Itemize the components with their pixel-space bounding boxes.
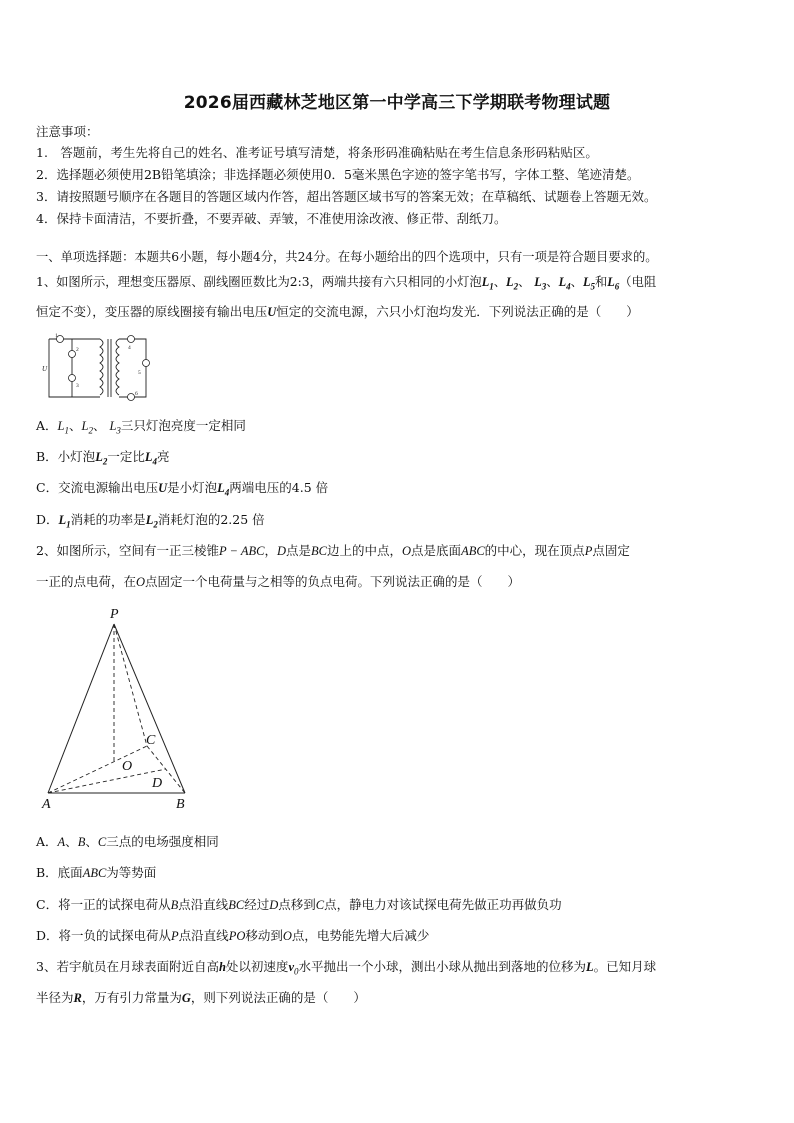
q2-option-b[interactable]: B．底面ABC为等势面 — [36, 865, 157, 880]
lamp-2-icon — [69, 351, 76, 358]
q2-option-d[interactable]: D．将一负的试探电荷从P点沿直线PO移动到O点，电势能先增大后减少 — [36, 928, 430, 943]
svg-text:O: O — [122, 759, 133, 774]
svg-text:2: 2 — [76, 347, 79, 353]
q3-stem-line1: 3、若宇航员在月球表面附近自高h处以初速度$v_0$水平抛出一个小球，测出小球从抛出到落地的位移为L。已知月球 — [36, 959, 657, 977]
q1-stem-line1: 1、如图所示，理想变压器原、副线圈匝数比为2:3，两端共接有六只相同的小灯泡$L_1$、$L_2$、 $L_3$、$L_4$、$L_5$和$L_6$（电阻 — [36, 275, 657, 292]
svg-text:6: 6 — [135, 391, 138, 397]
edge-pc — [114, 624, 147, 746]
q2-pyramid-figure — [38, 602, 198, 812]
svg-text:5: 5 — [138, 370, 141, 376]
notice-item-4: 4．保持卡面清洁，不要折叠，不要弄破、弄皱，不准使用涂改液、修正带、刮纸刀。 — [36, 211, 507, 226]
q3-stem-line2: 半径为R，万有引力常量为G，则下列说法正确的是（ ） — [36, 990, 366, 1005]
lamp-3-icon — [69, 375, 76, 382]
svg-text:D: D — [152, 776, 163, 791]
svg-text:4: 4 — [128, 345, 131, 351]
page-title: 2026届西藏林芝地区第一中学高三下学期联考物理试题 — [183, 93, 611, 113]
q2-option-a[interactable]: A．A、B、C三点的电场强度相同 — [36, 834, 219, 849]
svg-text:U: U — [42, 365, 48, 373]
edge-pa — [48, 624, 114, 793]
notice-item-3: 3．请按照题号顺序在各题目的答题区域内作答，超出答题区域书写的答案无效；在草稿纸、试题卷上答题无效。 — [36, 189, 657, 204]
svg-text:C: C — [146, 733, 156, 748]
svg-text:A: A — [42, 797, 51, 812]
lamp-4-icon — [128, 336, 135, 343]
q1-option-a[interactable]: A．$L_1$、$L_2$、 $L_3$三只灯泡亮度一定相同 — [36, 418, 246, 436]
svg-text:B: B — [176, 797, 185, 812]
q1-option-b[interactable]: B．小灯泡$L_2$一定比$L_4$亮 — [36, 449, 170, 467]
section-heading: 一、单项选择题：本题共6小题，每小题4分，共24分。在每小题给出的四个选项中，只有一项是符合题目要求的。 — [36, 250, 658, 264]
q1-stem-line2: 恒定不变），变压器的原线圈接有输出电压U恒定的交流电源，六只小灯泡均发光．下列说法正确的是（ ） — [36, 304, 639, 319]
svg-text:3: 3 — [76, 383, 79, 389]
q2-stem-line2: 一正的点电荷，在O点固定一个电荷量与之相等的负点电荷。下列说法正确的是（ ） — [36, 574, 521, 589]
q1-option-c[interactable]: C．交流电源输出电压U是小灯泡$L_4$两端电压的4.5 倍 — [36, 480, 329, 498]
q2-option-c[interactable]: C．将一正的试探电荷从B点沿直线BC经过D点移到C点，静电力对该试探电荷先做正功再做负功 — [36, 897, 562, 912]
lamp-5-icon — [143, 360, 150, 367]
svg-text:1: 1 — [55, 333, 58, 339]
q1-option-d[interactable]: D．$L_1$消耗的功率是$L_2$消耗灯泡的2.25 倍 — [36, 512, 265, 530]
lamp-6-icon — [128, 394, 135, 401]
notice-item-1: 1. 答题前，考生先将自己的姓名、准考证号填写清楚，将条形码准确粘贴在考生信息条形码粘贴区。 — [36, 145, 598, 160]
q2-stem-line1: 2、如图所示，空间有一正三棱锥P − ABC，D点是BC边上的中点，O点是底面ABC的中心，现在顶点P点固定 — [36, 543, 630, 558]
segment-ad — [48, 769, 166, 793]
notice-heading: 注意事项： — [36, 124, 99, 139]
notice-item-2: 2．选择题必须使用2B铅笔填涂；非选择题必须使用0．5毫米黑色字迹的签字笔书写，字体工整、笔迹清楚。 — [36, 167, 640, 182]
edge-ac — [48, 746, 147, 793]
svg-text:P: P — [110, 607, 119, 622]
q1-circuit-figure — [42, 333, 152, 403]
